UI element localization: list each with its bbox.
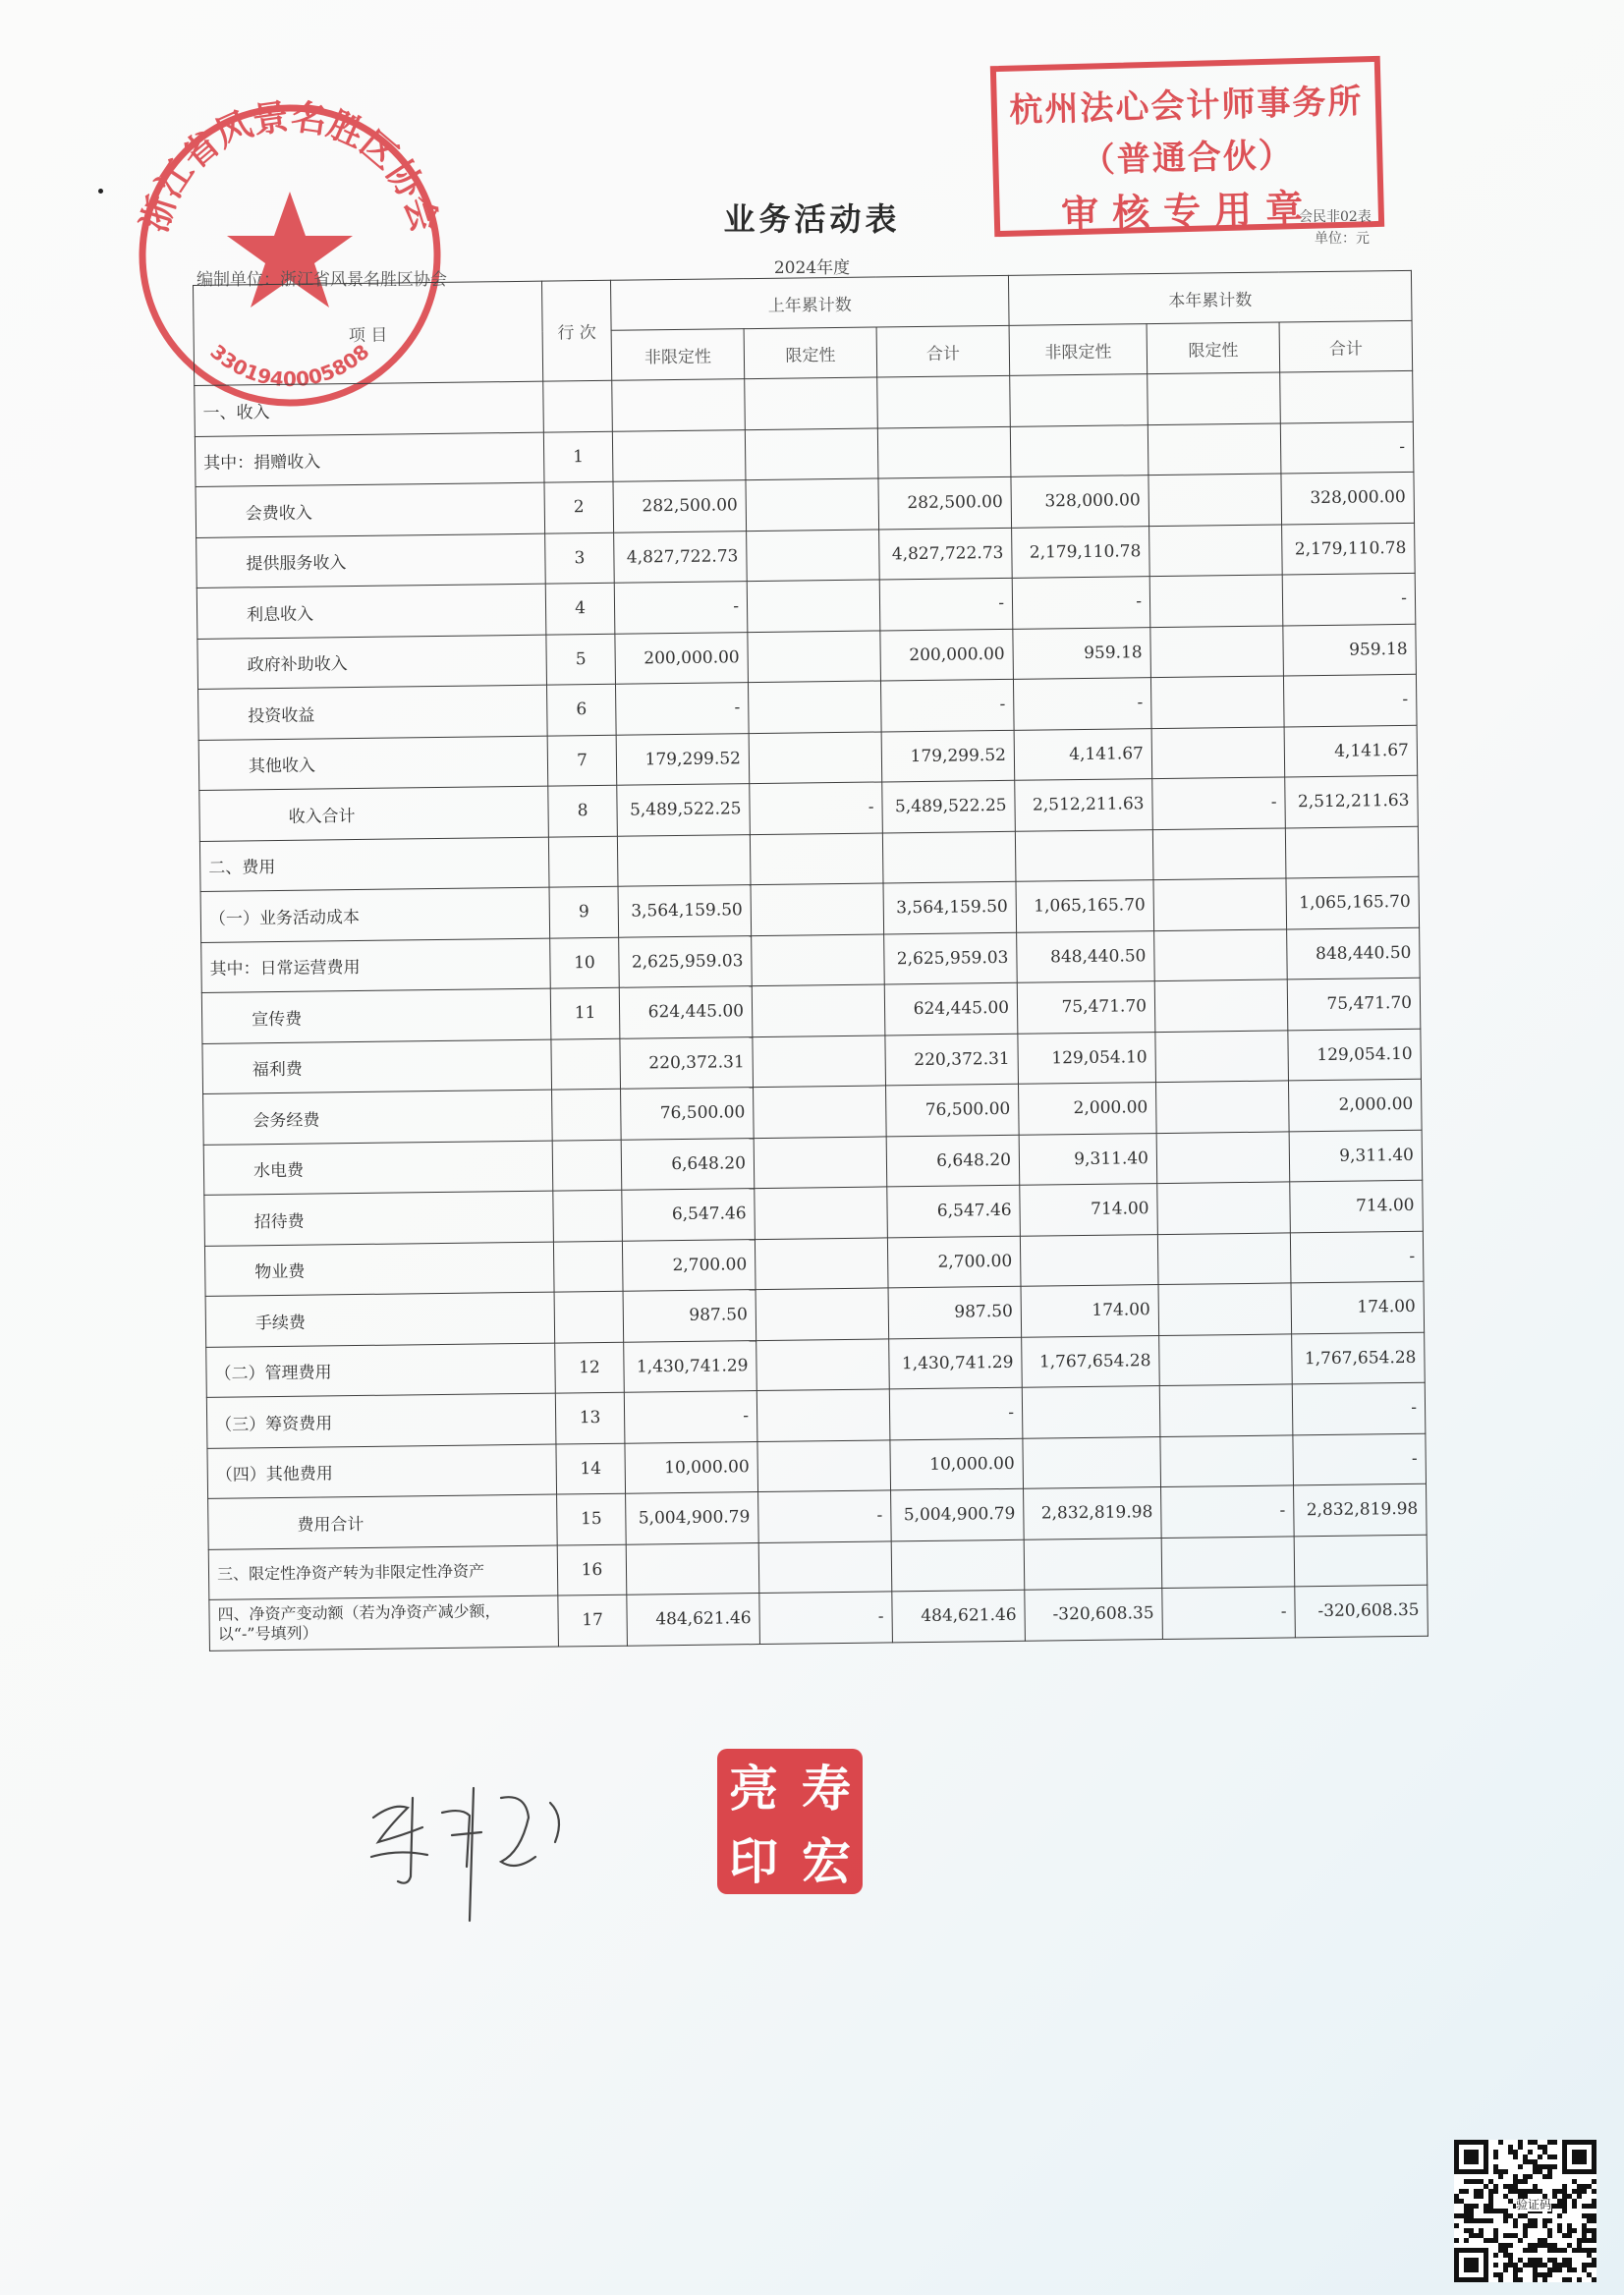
prev-restricted-cell <box>748 681 881 733</box>
prev-restricted-cell <box>756 1338 890 1390</box>
prev-unrestricted-cell: 484,621.46 <box>627 1594 760 1646</box>
line-number-cell <box>551 1038 621 1090</box>
prev-unrestricted-cell: 5,489,522.25 <box>617 784 751 836</box>
cpa-stamp-purpose: 审核专用章 <box>1060 186 1317 237</box>
prev-total-cell: 2,700.00 <box>887 1236 1021 1288</box>
curr-unrestricted-cell: 2,000.00 <box>1018 1083 1156 1135</box>
round-stamp-text: 浙江省风景名胜区协会 <box>134 96 446 238</box>
curr-total-cell: - <box>1283 674 1417 726</box>
curr-restricted-cell <box>1157 1182 1291 1234</box>
prev-restricted-cell <box>749 731 882 783</box>
prev-total-cell: 179,299.52 <box>881 730 1015 782</box>
item-cell: 收入合计 <box>199 786 549 841</box>
prev-unrestricted-cell <box>612 379 746 431</box>
prev-restricted-cell: - <box>750 782 883 834</box>
prev-restricted-cell <box>756 1389 890 1441</box>
prev-unrestricted-cell: 987.50 <box>623 1290 756 1342</box>
curr-restricted-cell <box>1161 1536 1295 1588</box>
curr-unrestricted-cell: 4,141.67 <box>1014 728 1152 780</box>
prev-restricted-cell <box>755 1187 888 1239</box>
line-number-cell <box>552 1140 622 1191</box>
curr-restricted-cell: - <box>1161 1485 1295 1538</box>
curr-restricted-cell <box>1154 980 1288 1032</box>
prev-unrestricted-cell: 282,500.00 <box>613 480 747 532</box>
curr-unrestricted-cell: 848,440.50 <box>1017 930 1155 982</box>
header-curr-unrestricted: 非限定性 <box>1009 324 1148 376</box>
handwritten-signature <box>354 1759 589 1926</box>
prev-restricted-cell <box>747 580 880 632</box>
prev-unrestricted-cell: 2,625,959.03 <box>619 935 753 987</box>
line-number-cell <box>553 1241 623 1292</box>
curr-total-cell: - <box>1280 421 1414 474</box>
prev-total-cell: 5,489,522.25 <box>882 780 1016 832</box>
curr-restricted-cell <box>1158 1283 1292 1335</box>
curr-unrestricted-cell: - <box>1013 678 1151 730</box>
seal-char: 寿 <box>802 1761 851 1818</box>
prev-unrestricted-cell: 4,827,722.73 <box>614 531 748 583</box>
curr-total-cell <box>1294 1535 1428 1587</box>
curr-unrestricted-cell <box>1024 1538 1162 1590</box>
curr-restricted-cell <box>1156 1131 1290 1183</box>
curr-total-cell: 9,311.40 <box>1289 1130 1423 1182</box>
prev-unrestricted-cell: 200,000.00 <box>615 632 749 684</box>
round-stamp-code: 3301940005808 <box>205 339 374 392</box>
prev-unrestricted-cell: 2,700.00 <box>622 1239 756 1291</box>
line-number-cell <box>553 1190 623 1241</box>
prev-unrestricted-cell <box>617 834 751 886</box>
prev-restricted-cell <box>751 883 884 935</box>
curr-total-cell: 174.00 <box>1291 1281 1425 1333</box>
prev-total-cell: 6,547.46 <box>887 1185 1021 1237</box>
curr-restricted-cell <box>1159 1384 1293 1436</box>
seal-char: 印 <box>729 1833 778 1890</box>
prev-unrestricted-cell <box>612 429 746 481</box>
curr-total-cell: 848,440.50 <box>1287 927 1421 980</box>
currency-unit: 单位：元 <box>1315 231 1370 247</box>
curr-unrestricted-cell: 714.00 <box>1020 1184 1158 1236</box>
prev-total-cell: 1,430,741.29 <box>889 1337 1023 1389</box>
line-number-cell <box>554 1291 624 1342</box>
prev-restricted-cell <box>748 630 881 682</box>
prev-unrestricted-cell: 624,445.00 <box>619 986 753 1038</box>
prev-unrestricted-cell: - <box>624 1391 757 1443</box>
curr-unrestricted-cell: 2,512,211.63 <box>1015 779 1153 831</box>
item-cell: 福利费 <box>202 1039 552 1094</box>
curr-restricted-cell <box>1148 474 1282 526</box>
prev-restricted-cell <box>747 529 880 581</box>
curr-total-cell: 1,767,654.28 <box>1292 1332 1426 1384</box>
curr-total-cell: 2,512,211.63 <box>1285 775 1419 827</box>
table-body <box>195 370 1428 1651</box>
line-number-cell: 17 <box>558 1595 628 1646</box>
prev-total-cell: 987.50 <box>888 1286 1022 1338</box>
prev-restricted-cell <box>745 427 878 479</box>
prev-restricted-cell <box>758 1540 892 1593</box>
line-number-cell: 10 <box>550 937 620 988</box>
header-curr-total: 合计 <box>1279 320 1413 372</box>
prev-unrestricted-cell: 6,547.46 <box>622 1189 756 1241</box>
item-cell: 二、费用 <box>199 837 549 892</box>
item-cell: 四、净资产变动额（若为净资产减少额，以“-”号填列） <box>209 1595 559 1651</box>
curr-unrestricted-cell <box>1020 1234 1158 1286</box>
curr-total-cell: 959.18 <box>1283 624 1417 676</box>
prev-unrestricted-cell: 10,000.00 <box>625 1441 758 1493</box>
prev-total-cell <box>882 831 1016 883</box>
header-curr-restricted: 限定性 <box>1147 322 1280 374</box>
curr-total-cell: 328,000.00 <box>1281 472 1415 524</box>
prev-unrestricted-cell: 220,372.31 <box>620 1036 754 1089</box>
item-cell: （一）业务活动成本 <box>200 887 550 942</box>
prev-total-cell: 624,445.00 <box>884 982 1018 1035</box>
item-cell: 其中：捐赠收入 <box>195 432 544 487</box>
prev-total-cell: - <box>889 1387 1023 1439</box>
preparing-unit: 编制单位：浙江省风景名胜区协会 <box>196 270 447 290</box>
prev-restricted-cell <box>752 984 885 1036</box>
line-number-cell: 16 <box>557 1544 627 1595</box>
item-cell: 提供服务收入 <box>196 533 546 588</box>
curr-restricted-cell <box>1148 422 1281 475</box>
item-cell: 其他收入 <box>198 736 548 791</box>
line-number-cell: 3 <box>545 532 615 584</box>
curr-unrestricted-cell: 9,311.40 <box>1019 1133 1157 1185</box>
header-prev-total: 合计 <box>876 325 1010 377</box>
curr-restricted-cell <box>1159 1333 1293 1385</box>
item-cell: 宣传费 <box>201 988 551 1043</box>
report-title: 业务活动表 <box>723 200 901 238</box>
curr-unrestricted-cell: 959.18 <box>1013 627 1151 679</box>
prev-total-cell: 282,500.00 <box>878 476 1012 529</box>
line-number-cell: 14 <box>556 1443 626 1494</box>
prev-restricted-cell: - <box>758 1490 892 1542</box>
item-cell: 政府补助收入 <box>197 635 547 690</box>
item-cell: （三）筹资费用 <box>206 1393 556 1448</box>
item-cell: （二）管理费用 <box>206 1343 556 1398</box>
curr-unrestricted-cell <box>1023 1436 1161 1488</box>
curr-restricted-cell <box>1149 524 1283 576</box>
line-number-cell: 9 <box>549 886 619 937</box>
curr-unrestricted-cell: -320,608.35 <box>1025 1589 1163 1641</box>
curr-unrestricted-cell <box>1010 374 1148 426</box>
curr-restricted-cell <box>1153 878 1287 930</box>
curr-unrestricted-cell: 1,767,654.28 <box>1022 1335 1160 1387</box>
item-cell: 三、限定性净资产转为非限定性净资产 <box>208 1545 558 1600</box>
curr-total-cell: -320,608.35 <box>1295 1585 1428 1637</box>
curr-restricted-cell <box>1151 726 1285 778</box>
line-number-cell: 6 <box>547 684 617 735</box>
line-number-cell: 13 <box>555 1392 625 1443</box>
curr-unrestricted-cell <box>1022 1386 1160 1438</box>
prev-unrestricted-cell: 6,648.20 <box>621 1138 755 1190</box>
prev-restricted-cell <box>745 377 878 429</box>
line-number-cell: 11 <box>550 987 620 1038</box>
item-cell: 会务经费 <box>203 1090 553 1145</box>
prev-total-cell <box>877 426 1011 478</box>
seal-char: 宏 <box>802 1833 851 1890</box>
curr-unrestricted-cell: 2,179,110.78 <box>1012 526 1150 578</box>
line-number-cell <box>552 1089 622 1140</box>
prev-unrestricted-cell <box>626 1542 759 1595</box>
curr-total-cell: - <box>1292 1382 1426 1434</box>
prev-unrestricted-cell: - <box>614 582 748 634</box>
curr-restricted-cell: - <box>1152 777 1286 829</box>
header-prev-year: 上年累计数 <box>610 275 1009 330</box>
header-item: 项 目 <box>194 281 543 385</box>
curr-total-cell: 2,832,819.98 <box>1294 1483 1428 1536</box>
curr-total-cell: 1,065,165.70 <box>1286 876 1420 928</box>
prev-total-cell: - <box>880 679 1014 731</box>
ink-speck <box>98 189 103 194</box>
curr-restricted-cell <box>1150 625 1284 677</box>
curr-restricted-cell <box>1150 676 1284 728</box>
header-prev-unrestricted: 非限定性 <box>611 329 745 381</box>
line-number-cell: 15 <box>557 1493 627 1544</box>
prev-restricted-cell <box>754 1086 887 1138</box>
curr-unrestricted-cell: 129,054.10 <box>1018 1032 1156 1084</box>
curr-unrestricted-cell: 174.00 <box>1021 1285 1159 1337</box>
curr-total-cell: - <box>1293 1433 1427 1485</box>
item-cell: 会费收入 <box>196 482 545 537</box>
cpa-stamp-type: （普通合伙） <box>1081 136 1295 181</box>
prev-restricted-cell <box>752 933 885 985</box>
curr-total-cell: 2,000.00 <box>1288 1079 1422 1131</box>
curr-total-cell <box>1285 826 1419 878</box>
line-number-cell: 2 <box>544 481 614 532</box>
curr-total-cell <box>1280 370 1414 422</box>
curr-restricted-cell: - <box>1162 1587 1296 1639</box>
prev-total-cell: 200,000.00 <box>880 629 1014 681</box>
curr-restricted-cell <box>1155 1030 1289 1082</box>
form-number: 会民非02表 <box>1299 209 1372 225</box>
prev-unrestricted-cell: 76,500.00 <box>621 1088 755 1140</box>
item-cell: 投资收益 <box>198 685 548 740</box>
prev-restricted-cell <box>756 1288 889 1340</box>
curr-restricted-cell <box>1149 575 1283 627</box>
activity-statement-table <box>193 270 1428 1651</box>
prev-restricted-cell <box>754 1136 887 1188</box>
curr-restricted-cell <box>1157 1232 1291 1284</box>
seal-char: 亮 <box>729 1761 778 1818</box>
header-line: 行 次 <box>541 280 611 381</box>
prev-total-cell: 5,004,900.79 <box>891 1488 1025 1540</box>
curr-unrestricted-cell: 2,832,819.98 <box>1024 1487 1162 1539</box>
prev-total-cell: 484,621.46 <box>892 1590 1026 1642</box>
line-number-cell: 5 <box>546 634 616 685</box>
prev-total-cell <box>891 1539 1025 1592</box>
prev-total-cell: 6,648.20 <box>886 1135 1020 1187</box>
curr-total-cell: 129,054.10 <box>1288 1029 1422 1081</box>
prev-restricted-cell <box>753 1035 886 1087</box>
prev-restricted-cell <box>750 832 883 884</box>
curr-total-cell: - <box>1282 573 1416 625</box>
curr-restricted-cell <box>1152 827 1286 879</box>
curr-total-cell: 2,179,110.78 <box>1282 523 1416 575</box>
curr-restricted-cell <box>1148 372 1281 424</box>
item-cell: 一、收入 <box>195 381 544 436</box>
item-cell: （四）其他费用 <box>207 1444 557 1499</box>
personal-name-seal <box>717 1749 863 1894</box>
prev-unrestricted-cell: 1,430,741.29 <box>624 1340 757 1392</box>
item-cell: 费用合计 <box>208 1494 558 1549</box>
prev-total-cell: - <box>879 578 1013 630</box>
line-number-cell <box>543 380 613 431</box>
curr-unrestricted-cell: 75,471.70 <box>1017 981 1155 1034</box>
prev-unrestricted-cell: 179,299.52 <box>616 733 750 785</box>
header-curr-year: 本年累计数 <box>1008 270 1412 325</box>
qr-verify-label: 验证码 <box>1516 2198 1552 2211</box>
prev-restricted-cell <box>757 1439 891 1491</box>
line-number-cell: 12 <box>555 1342 625 1393</box>
header-prev-restricted: 限定性 <box>744 327 877 379</box>
curr-total-cell: - <box>1290 1231 1424 1283</box>
curr-unrestricted-cell: 328,000.00 <box>1011 476 1149 528</box>
line-number-cell <box>548 836 618 887</box>
line-number-cell: 8 <box>548 785 618 836</box>
curr-restricted-cell <box>1154 928 1288 980</box>
item-cell: 手续费 <box>205 1292 555 1347</box>
item-cell: 利息收入 <box>196 584 546 639</box>
curr-unrestricted-cell <box>1015 829 1153 881</box>
prev-total-cell: 76,500.00 <box>886 1084 1020 1136</box>
prev-restricted-cell: - <box>759 1592 893 1644</box>
item-cell: 其中：日常运营费用 <box>201 938 551 993</box>
prev-restricted-cell <box>755 1237 888 1289</box>
prev-unrestricted-cell: - <box>615 683 749 735</box>
prev-total-cell <box>877 375 1011 427</box>
item-cell: 招待费 <box>204 1191 554 1246</box>
curr-restricted-cell <box>1155 1081 1289 1133</box>
report-period: 2024年度 <box>773 258 851 278</box>
prev-total-cell: 2,625,959.03 <box>884 932 1018 984</box>
prev-total-cell: 10,000.00 <box>890 1438 1024 1490</box>
line-number-cell: 7 <box>547 735 617 786</box>
curr-total-cell: 4,141.67 <box>1284 725 1418 777</box>
prev-total-cell: 220,372.31 <box>885 1034 1019 1086</box>
prev-total-cell: 3,564,159.50 <box>883 881 1017 933</box>
curr-total-cell: 714.00 <box>1290 1180 1424 1232</box>
prev-unrestricted-cell: 3,564,159.50 <box>618 885 752 937</box>
item-cell: 水电费 <box>203 1141 553 1196</box>
curr-unrestricted-cell: 1,065,165.70 <box>1016 880 1154 932</box>
line-number-cell: 4 <box>545 583 615 634</box>
curr-unrestricted-cell <box>1010 424 1148 476</box>
prev-restricted-cell <box>746 478 879 531</box>
prev-unrestricted-cell: 5,004,900.79 <box>626 1492 759 1544</box>
curr-unrestricted-cell: - <box>1012 577 1150 629</box>
prev-total-cell: 4,827,722.73 <box>879 528 1013 580</box>
curr-restricted-cell <box>1160 1434 1294 1486</box>
line-number-cell: 1 <box>543 431 613 482</box>
curr-total-cell: 75,471.70 <box>1287 978 1421 1030</box>
cpa-stamp-firm: 杭州法心会计师事务所 <box>1008 82 1364 131</box>
item-cell: 物业费 <box>204 1242 554 1297</box>
